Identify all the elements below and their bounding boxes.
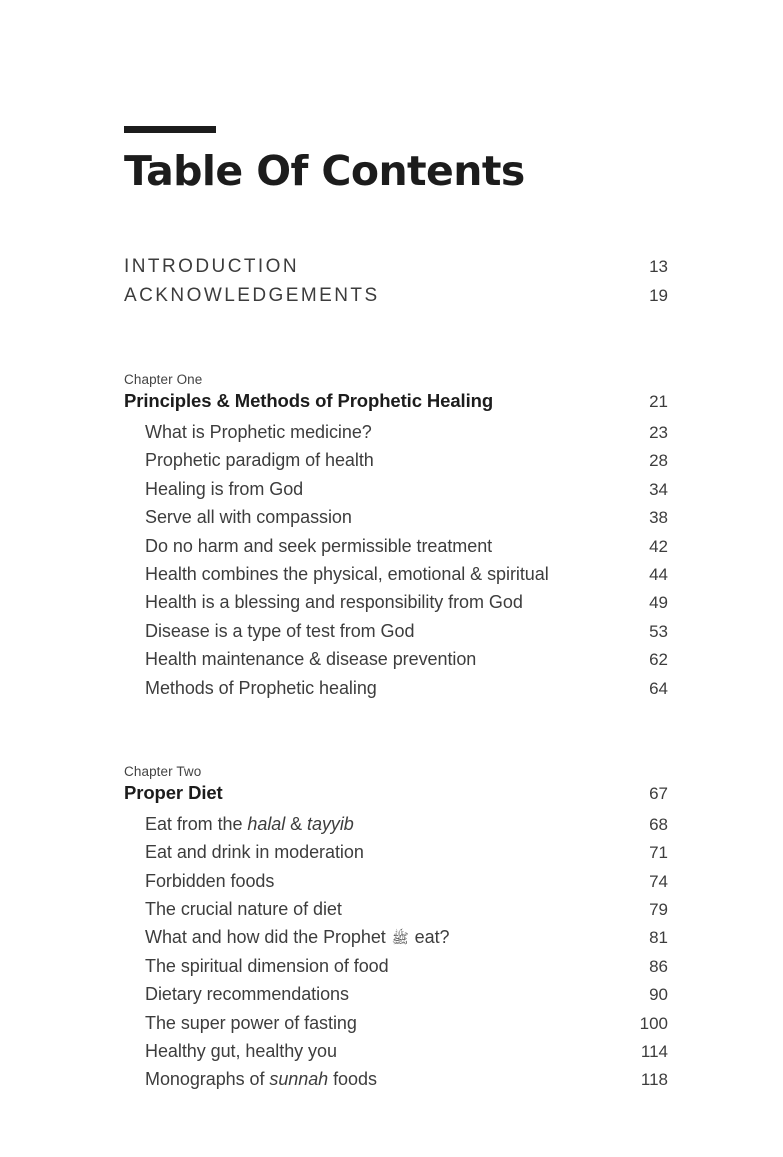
toc-entry-acknowledgements[interactable] [124,285,668,314]
toc-entry[interactable] [124,649,668,677]
frontmatter-section [124,256,668,314]
toc-entry-page: 19 [649,286,668,305]
toc-entry-label: Prophetic paradigm of health [145,450,374,471]
toc-entry-label: Serve all with compassion [145,507,352,528]
toc-entry-label: Health is a blessing and responsibility from God [145,592,523,613]
toc-entry[interactable] [124,984,668,1012]
toc-entry[interactable] [124,592,668,620]
title-rule [124,126,216,133]
toc-entry-label: Forbidden foods [145,870,275,891]
chapter-title: Principles & Methods of Prophetic Healing [124,390,494,411]
chapter-two-entries [124,814,668,1098]
toc-entry[interactable] [124,814,668,842]
toc-entry-label: Disease is a type of test from God [145,620,415,641]
toc-entry-page: 49 [649,593,668,613]
toc-entry[interactable] [124,1041,668,1069]
toc-entry-page: 34 [649,479,668,499]
toc-entry-page: 114 [640,1042,668,1062]
toc-entry[interactable] [124,1069,668,1097]
toc-entry-page: 100 [639,1013,668,1033]
toc-entry[interactable] [124,678,668,706]
toc-list [124,256,668,1098]
toc-entry-page: 23 [649,423,668,442]
toc-entry[interactable] [124,621,668,649]
toc-entry-label: Eat and drink in moderation [145,842,364,863]
toc-entry[interactable] [124,899,668,927]
toc-entry-label: The super power of fasting [145,1012,357,1033]
toc-entry-introduction[interactable] [124,256,668,285]
toc-entry[interactable] [124,564,668,592]
toc-entry-label: Eat from the halal & tayyib [145,813,354,834]
chapter-one-entries [124,422,668,706]
toc-entry-label: Do no harm and seek permissible treatment [145,535,493,556]
toc-entry-page: 62 [649,650,668,670]
chapter-title-row[interactable] [124,782,668,809]
chapter-page: 67 [649,783,668,803]
toc-entry-label: Dietary recommendations [145,984,349,1005]
toc-entry-page: 79 [649,900,668,920]
toc-entry[interactable] [124,927,668,955]
toc-entry-page: 81 [649,928,668,948]
toc-entry[interactable] [124,507,668,535]
toc-entry-page: 42 [649,536,668,556]
toc-entry-page: 44 [649,564,668,584]
toc-entry-label: Healthy gut, healthy you [145,1041,337,1062]
chapter-label: Chapter Two [124,763,202,779]
title-block [124,126,684,195]
toc-entry-label: The spiritual dimension of food [145,955,389,976]
toc-entry[interactable] [124,871,668,899]
toc-entry-label: Monographs of sunnah foods [145,1069,377,1090]
toc-entry-page: 118 [640,1070,668,1090]
toc-entry-page: 13 [649,257,668,276]
toc-entry-label: ACKNOWLEDGEMENTS [124,285,380,306]
toc-entry-label: Health combines the physical, emotional & spiritual [145,563,549,584]
toc-entry-label: Healing is from God [145,478,304,499]
toc-entry[interactable] [124,479,668,507]
toc-entry-page: 68 [649,814,668,834]
toc-entry-page: 71 [649,843,668,863]
toc-entry-label: What is Prophetic medicine? [145,422,372,442]
toc-entry-page: 86 [649,956,668,976]
chapter-section-one [124,372,668,706]
chapter-page: 21 [649,392,668,411]
toc-entry-page: 64 [649,678,668,698]
toc-entry[interactable] [124,842,668,870]
page-title: Table Of Contents [124,147,525,195]
section-spacer [124,314,668,372]
toc-entry-label: INTRODUCTION [124,256,300,277]
chapter-title: Proper Diet [124,781,223,803]
toc-entry[interactable] [124,956,668,984]
toc-entry-page: 90 [649,985,668,1005]
toc-entry[interactable] [124,422,668,450]
toc-entry-page: 28 [649,451,668,471]
toc-entry-page: 74 [649,871,668,891]
toc-entry-page: 53 [649,621,668,641]
chapter-title-row[interactable] [124,390,668,417]
toc-entry-label: Health maintenance & disease prevention [145,649,477,670]
toc-entry-page: 38 [649,508,668,528]
toc-entry[interactable] [124,536,668,564]
section-spacer [124,706,668,764]
chapter-section-two [124,764,668,1098]
toc-entry-label: The crucial nature of diet [145,899,342,920]
toc-entry[interactable] [124,450,668,478]
chapter-label: Chapter One [124,372,203,387]
toc-entry-label: What and how did the Prophet ﷺ eat? [145,927,450,948]
toc-entry-label: Methods of Prophetic healing [145,677,377,698]
toc-entry[interactable] [124,1013,668,1041]
